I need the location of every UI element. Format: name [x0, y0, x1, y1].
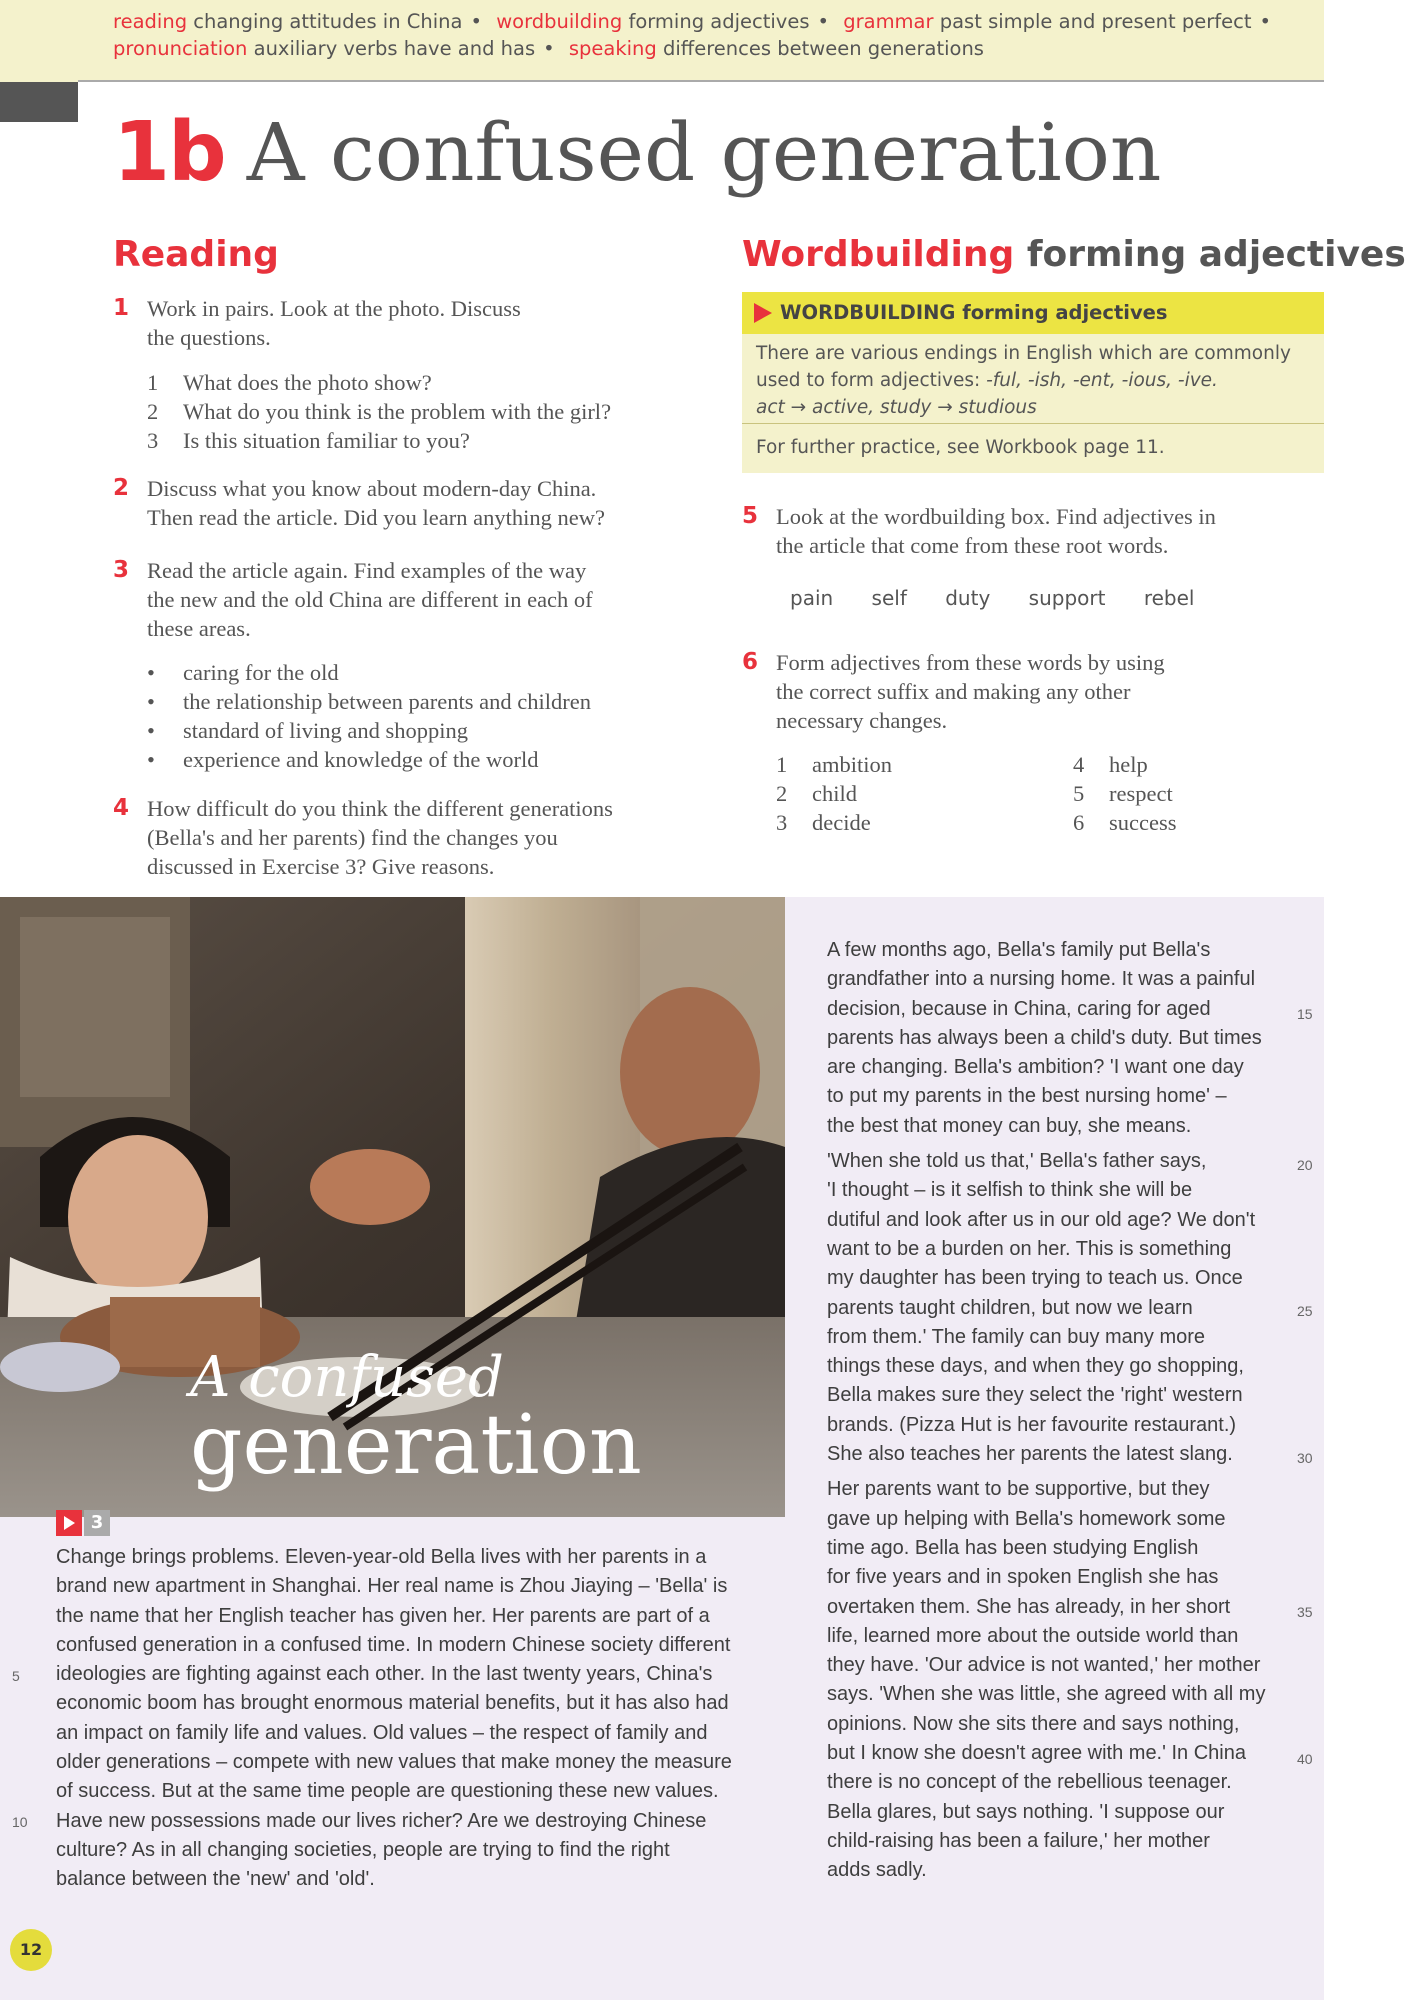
exercise-number: 6: [742, 649, 759, 675]
article-line: want to be a burden on her. This is something: [827, 1237, 1232, 1260]
list-item: • experience and knowledge of the world: [147, 747, 539, 772]
article-line: decision, because in China, caring for aged: [827, 997, 1211, 1020]
article-line: 'I thought – is it selfish to think she will be: [827, 1179, 1193, 1202]
objective-text: changing attitudes in China: [193, 10, 463, 33]
list-item: 2 What do you think is the problem with the girl?: [147, 399, 612, 424]
article-line: child-raising has been a failure,' her mother: [827, 1829, 1210, 1852]
list-item: 1 What does the photo show?: [147, 370, 432, 395]
line-number: 30: [1297, 1450, 1313, 1466]
objective-text: past simple and present perfect: [939, 10, 1252, 33]
article-line: of success. But at the same time people are questioning these new values.: [56, 1780, 719, 1803]
item-number: 3: [776, 810, 788, 835]
item-word: success: [1109, 810, 1177, 835]
text-line: Work in pairs. Look at the photo. Discuss: [147, 296, 521, 321]
track-number: 3: [84, 1510, 110, 1536]
objective-key: reading: [113, 10, 188, 33]
objective-text: differences between generations: [662, 37, 984, 60]
text-line: the correct suffix and making any other: [776, 679, 1131, 704]
wordbuilding-heading-dark: forming adjectives: [1026, 234, 1406, 275]
list-item: • caring for the old: [147, 660, 339, 685]
article-right-column: [827, 936, 1297, 1886]
article-line: grandfather into a nursing home. It was a painful: [827, 968, 1256, 991]
wordbuilding-box-title: WORDBUILDING forming adjectives: [780, 301, 1168, 324]
suffix-list: -ful, -ish, -ent, -ious, -ive.: [986, 370, 1218, 391]
item-number: 1: [776, 752, 788, 777]
root-word: duty: [945, 586, 991, 610]
list-item: • standard of living and shopping: [147, 718, 468, 743]
list-item: [776, 750, 892, 779]
item-number: 2: [776, 781, 788, 806]
objective-key: grammar: [843, 10, 934, 33]
article-line: economic boom has brought enormous material benefits, but it has also had: [56, 1692, 729, 1715]
item-number: 6: [1073, 810, 1085, 835]
list-item: [776, 779, 892, 808]
article-line: says. 'When she was little, she agreed with all my: [827, 1683, 1266, 1706]
bullet-text: standard of living and shopping: [183, 718, 468, 743]
article-line: dutiful and look after us in our old age? We don't: [827, 1208, 1256, 1231]
article-line: for five years and in spoken English she has: [827, 1566, 1219, 1589]
question-text: Is this situation familiar to you?: [183, 428, 470, 453]
objective-key: pronunciation: [113, 37, 248, 60]
objectives-line-1: reading changing attitudes in China • wordbuilding forming adjectives • grammar past simple and present perfect •: [113, 10, 1271, 33]
text-line: the questions.: [147, 325, 271, 350]
item-word: ambition: [812, 752, 892, 777]
list-item: [1073, 750, 1176, 779]
article-line: adds sadly.: [827, 1859, 927, 1882]
text-line: Then read the article. Did you learn anything new?: [147, 505, 605, 530]
item-word: respect: [1109, 781, 1173, 806]
list-item: 3 Is this situation familiar to you?: [147, 428, 470, 453]
text-line: the new and the old China are different in each of: [147, 587, 593, 612]
objectives-line-2: pronunciation auxiliary verbs have and has • speaking differences between generations: [113, 37, 984, 60]
article-paragraph: [827, 936, 1297, 1141]
text-line: How difficult do you think the different generations: [147, 796, 613, 821]
text-line: discussed in Exercise 3? Give reasons.: [147, 854, 495, 879]
article-line: A few months ago, Bella's family put Bella's: [827, 939, 1211, 961]
article-paragraph: [827, 1475, 1297, 1885]
section-tab: [0, 82, 78, 122]
wordbuilding-heading-red: Wordbuilding: [742, 234, 1015, 275]
article-line: Her parents want to be supportive, but they: [827, 1478, 1210, 1501]
audio-track-button[interactable]: [56, 1510, 110, 1536]
article-line: are changing. Bella's ambition? 'I want one day: [827, 1056, 1244, 1079]
article-line: gave up helping with Bella's homework some: [827, 1507, 1226, 1530]
exercise-4-instructions: [147, 794, 613, 881]
play-icon: [56, 1510, 82, 1536]
text-line: Look at the wordbuilding box. Find adjectives in: [776, 504, 1216, 529]
item-number: 4: [1073, 752, 1085, 777]
wordbuilding-box-body: [756, 340, 1316, 421]
bullet-text: experience and knowledge of the world: [183, 747, 539, 772]
play-triangle-icon: [754, 303, 772, 323]
line-number: 15: [1297, 1006, 1313, 1022]
article-line: the best that money can buy, she means.: [827, 1114, 1192, 1137]
reading-heading: Reading: [113, 234, 279, 275]
lesson-title-text: A confused generation: [246, 106, 1162, 199]
text-line: (Bella's and her parents) find the changes you: [147, 825, 558, 850]
exercise-number: 2: [113, 475, 130, 501]
lesson-number: 1b: [113, 105, 225, 200]
article-line: balance between the 'new' and 'old'.: [56, 1868, 375, 1891]
item-word: child: [812, 781, 857, 806]
article-line: ideologies are fighting against each other. In the last twenty years, China's: [56, 1663, 713, 1686]
list-item: • the relationship between parents and children: [147, 689, 591, 714]
article-line: overtaken them. She has already, in her short: [827, 1595, 1231, 1618]
article-paragraph: [827, 1147, 1297, 1469]
exercise-1-questions: [147, 368, 611, 455]
box-divider: [742, 423, 1324, 424]
text-line: necessary changes.: [776, 708, 948, 733]
question-text: What does the photo show?: [183, 370, 432, 395]
article-line: confused generation in a confused time. In modern Chinese society different: [56, 1633, 731, 1656]
article-line: to put my parents in the best nursing home' –: [827, 1085, 1227, 1108]
list-item: [1073, 808, 1176, 837]
article-line: parents has always been a child's duty. But times: [827, 1026, 1262, 1049]
bullet-text: caring for the old: [183, 660, 339, 685]
text-line: There are various endings in English which are commonly: [756, 343, 1291, 364]
page-number: 12: [10, 1929, 52, 1971]
wordbuilding-exercises: [742, 502, 1322, 862]
article-line: parents taught children, but now we learn: [827, 1296, 1193, 1319]
article-line: brand new apartment in Shanghai. Her real name is Zhou Jiaying – 'Bella' is: [56, 1575, 728, 1598]
article-line: Have new possessions made our lives richer? Are we destroying Chinese: [56, 1809, 707, 1832]
list-item: [776, 808, 892, 837]
article-line: brands. (Pizza Hut is her favourite restaurant.): [827, 1413, 1237, 1436]
exercise-number: 4: [113, 795, 130, 821]
article-title-line-2: generation: [190, 1398, 642, 1493]
article-line: an impact on family life and values. Old values – the respect of family and: [56, 1721, 708, 1744]
wordbuilding-box: [742, 292, 1324, 473]
list-item: [1073, 779, 1176, 808]
objective-key: wordbuilding: [496, 10, 623, 33]
example-text: act → active, study → studious: [756, 397, 1037, 418]
article-line: there is no concept of the rebellious teenager.: [827, 1771, 1232, 1794]
text-line: the article that come from these root words.: [776, 533, 1169, 558]
article-line: opinions. Now she sits there and says nothing,: [827, 1712, 1240, 1735]
exercise-number: 3: [113, 557, 130, 583]
bullet-text: the relationship between parents and children: [183, 689, 591, 714]
exercise-number: 5: [742, 503, 759, 529]
line-number: 25: [1297, 1303, 1313, 1319]
article-line: Change brings problems. Eleven-year-old Bella lives with her parents in a: [56, 1546, 707, 1568]
article-title: [190, 1345, 642, 1493]
article-line: from them.' The family can buy many more: [827, 1325, 1206, 1348]
exercise-3-instructions: [147, 556, 593, 643]
exercise-3-areas: [147, 658, 591, 774]
objective-text: forming adjectives: [628, 10, 810, 33]
exercise-1-instructions: [147, 294, 521, 352]
article-line: they have. 'Our advice is not wanted,' her mother: [827, 1654, 1261, 1677]
exercise-number: 1: [113, 295, 130, 321]
article-line: life, learned more about the outside world than: [827, 1624, 1239, 1647]
text-line: Read the article again. Find examples of the way: [147, 558, 587, 583]
text-span: used to form adjectives:: [756, 370, 987, 391]
item-number: 5: [1073, 781, 1085, 806]
exercise-5-root-words: [790, 586, 1226, 610]
objectives-bar: [0, 0, 1324, 82]
item-word: help: [1109, 752, 1148, 777]
text-line: these areas.: [147, 616, 251, 641]
article-line: my daughter has been trying to teach us. Once: [827, 1267, 1243, 1290]
root-word: self: [871, 586, 907, 610]
root-word: rebel: [1143, 586, 1195, 610]
objective-key: speaking: [568, 37, 657, 60]
article-line: the name that her English teacher has given her. Her parents are part of a: [56, 1604, 710, 1627]
article-line: older generations – compete with new values that make money the measure: [56, 1751, 732, 1774]
text-line: Form adjectives from these words by using: [776, 650, 1165, 675]
line-number: 40: [1297, 1751, 1313, 1767]
root-word: pain: [790, 586, 834, 610]
line-number: 5: [12, 1668, 20, 1684]
article-title-text: A confused: [190, 1345, 504, 1410]
reading-exercises: [113, 294, 713, 894]
article-line: culture? As in all changing societies, people are trying to find the right: [56, 1838, 670, 1861]
exercise-2-instructions: [147, 474, 605, 532]
example-line: [756, 394, 1316, 421]
item-word: decide: [812, 810, 871, 835]
article-line: She also teaches her parents the latest slang.: [827, 1443, 1233, 1466]
exercise-6-instructions: [776, 648, 1165, 735]
article-line: but I know she doesn't agree with me.' In China: [827, 1742, 1246, 1765]
exercise-6-words-left: [776, 750, 892, 837]
line-number: 10: [12, 1814, 28, 1830]
text-line: [756, 367, 1316, 394]
exercise-5-instructions: [776, 502, 1216, 560]
article-line: time ago. Bella has been studying English: [827, 1536, 1199, 1559]
objective-text: auxiliary verbs have and has: [253, 37, 536, 60]
article-line: things these days, and when they go shopping,: [827, 1355, 1244, 1378]
workbook-reference: For further practice, see Workbook page 11.: [756, 437, 1165, 458]
lesson-title: [113, 105, 1161, 215]
line-number: 20: [1297, 1157, 1313, 1173]
question-text: What do you think is the problem with the girl?: [183, 399, 612, 424]
article-line: Bella makes sure they select the 'right' western: [827, 1384, 1243, 1407]
root-word: support: [1028, 586, 1106, 610]
line-number: 35: [1297, 1604, 1313, 1620]
article-line: 'When she told us that,' Bella's father says,: [827, 1150, 1207, 1173]
wordbuilding-heading: [742, 234, 1406, 275]
article-line: Bella glares, but says nothing. 'I suppose our: [827, 1800, 1225, 1823]
header-rule: [78, 80, 1324, 82]
wordbuilding-box-header: [742, 292, 1324, 334]
article-left-column: [56, 1543, 776, 1895]
text-line: Discuss what you know about modern-day China.: [147, 476, 597, 501]
exercise-6-words-right: [1073, 750, 1176, 837]
